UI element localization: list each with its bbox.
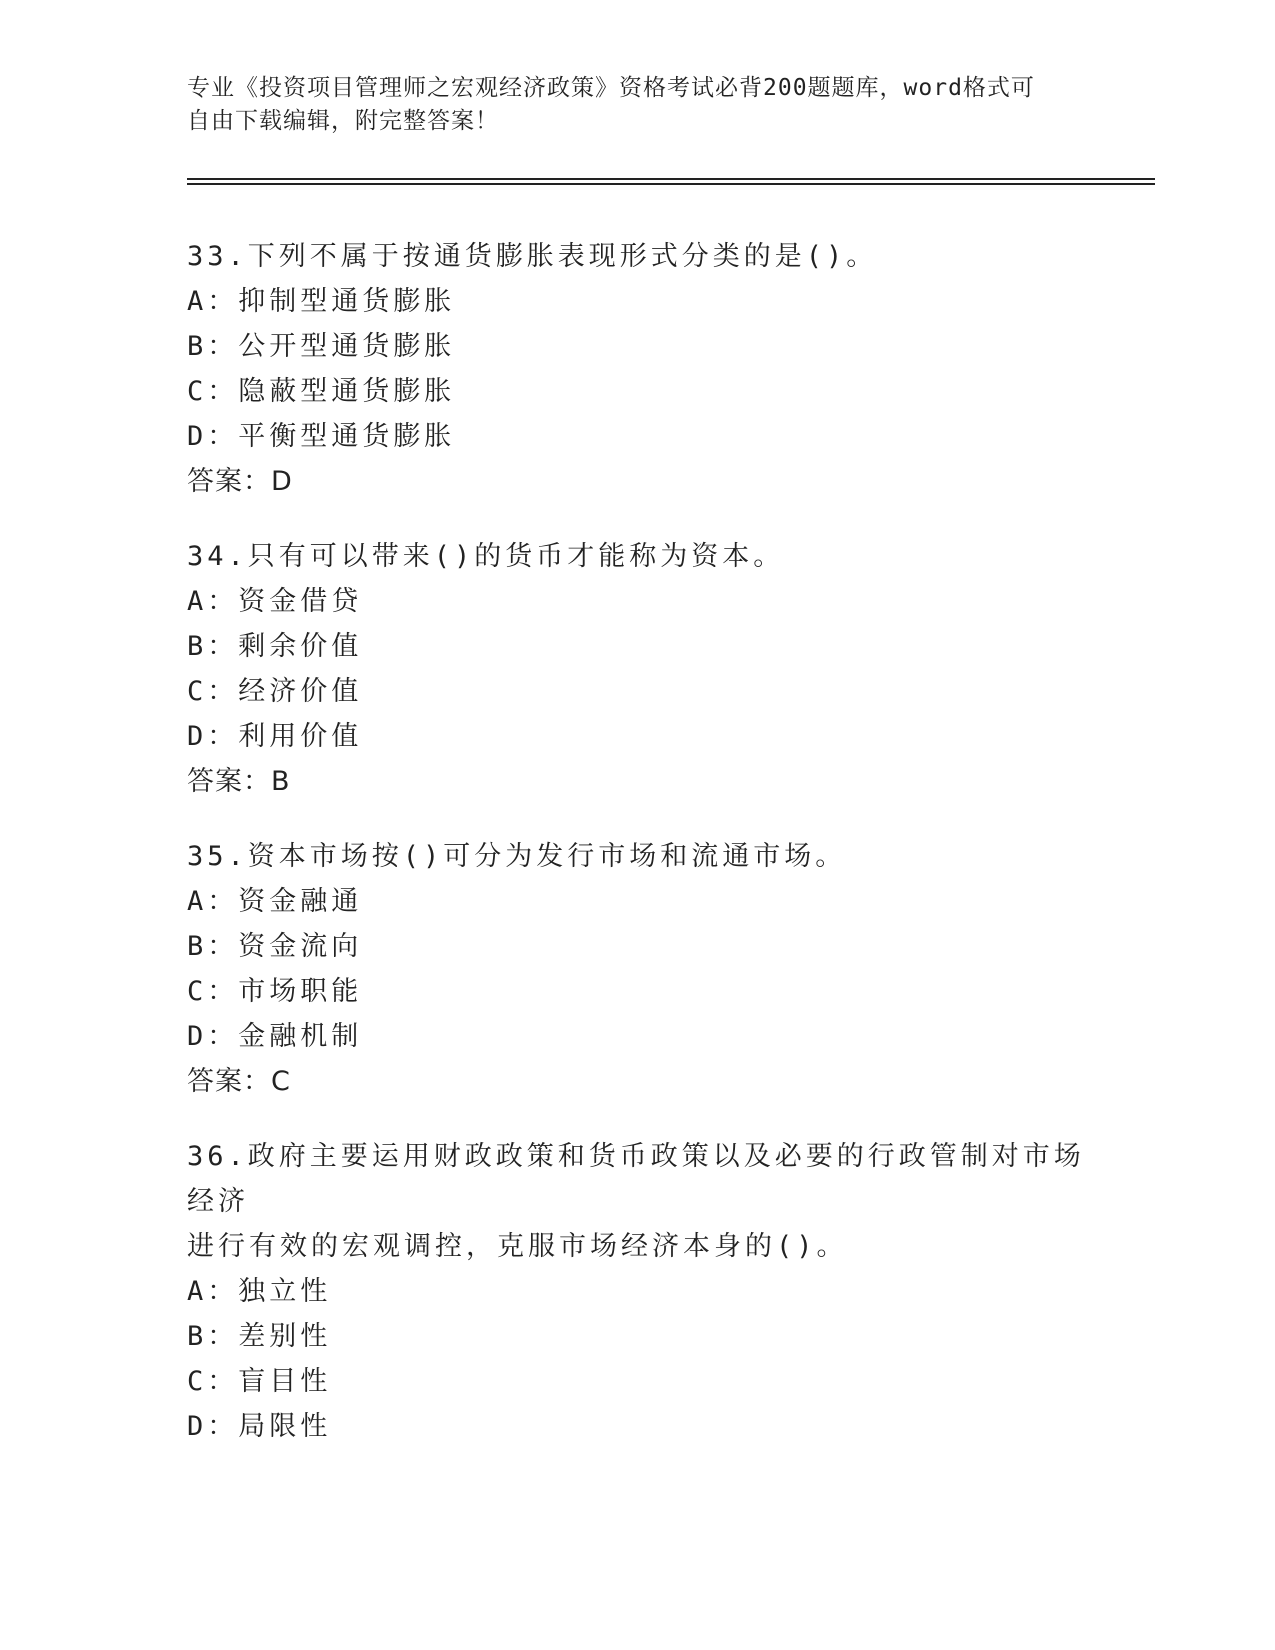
header-line-1: 专业《投资项目管理师之宏观经济政策》资格考试必背200题题库，word格式可 bbox=[187, 75, 1035, 101]
option-b: B：资金流向 bbox=[187, 931, 363, 962]
option-b: B：差别性 bbox=[187, 1321, 332, 1352]
question-stem-continued: 进行有效的宏观调控，克服市场经济本身的()。 bbox=[187, 1231, 848, 1262]
question-stem: 33.下列不属于按通货膨胀表现形式分类的是()。 bbox=[187, 241, 878, 272]
option-c: C：市场职能 bbox=[187, 976, 363, 1007]
option-d: D：局限性 bbox=[187, 1411, 332, 1442]
document-header bbox=[187, 72, 1067, 138]
question-stem: 36.政府主要运用财政政策和货币政策以及必要的行政管制对市场经济 bbox=[187, 1141, 1085, 1217]
option-a: A：资金借贷 bbox=[187, 586, 363, 617]
question-34 bbox=[187, 534, 1087, 804]
header-divider-top bbox=[187, 178, 1155, 180]
question-stem: 35.资本市场按()可分为发行市场和流通市场。 bbox=[187, 841, 847, 872]
option-d: D：平衡型通货膨胀 bbox=[187, 421, 456, 452]
question-35 bbox=[187, 834, 1087, 1104]
answer: 答案：C bbox=[187, 1066, 291, 1097]
option-b: B：公开型通货膨胀 bbox=[187, 331, 456, 362]
option-c: C：经济价值 bbox=[187, 676, 363, 707]
option-d: D：金融机制 bbox=[187, 1021, 363, 1052]
option-d: D：利用价值 bbox=[187, 721, 363, 752]
header-line-2: 自由下载编辑，附完整答案！ bbox=[187, 108, 499, 134]
question-stem: 34.只有可以带来()的货币才能称为资本。 bbox=[187, 541, 785, 572]
option-a: A：资金融通 bbox=[187, 886, 363, 917]
option-b: B：剩余价值 bbox=[187, 631, 363, 662]
answer: 答案：D bbox=[187, 466, 293, 497]
question-list bbox=[187, 234, 1087, 1479]
question-36 bbox=[187, 1134, 1087, 1449]
option-a: A：抑制型通货膨胀 bbox=[187, 286, 456, 317]
header-divider-bottom bbox=[187, 183, 1155, 185]
question-33 bbox=[187, 234, 1087, 504]
answer: 答案：B bbox=[187, 766, 291, 797]
option-c: C：隐蔽型通货膨胀 bbox=[187, 376, 456, 407]
option-c: C：盲目性 bbox=[187, 1366, 332, 1397]
option-a: A：独立性 bbox=[187, 1276, 332, 1307]
